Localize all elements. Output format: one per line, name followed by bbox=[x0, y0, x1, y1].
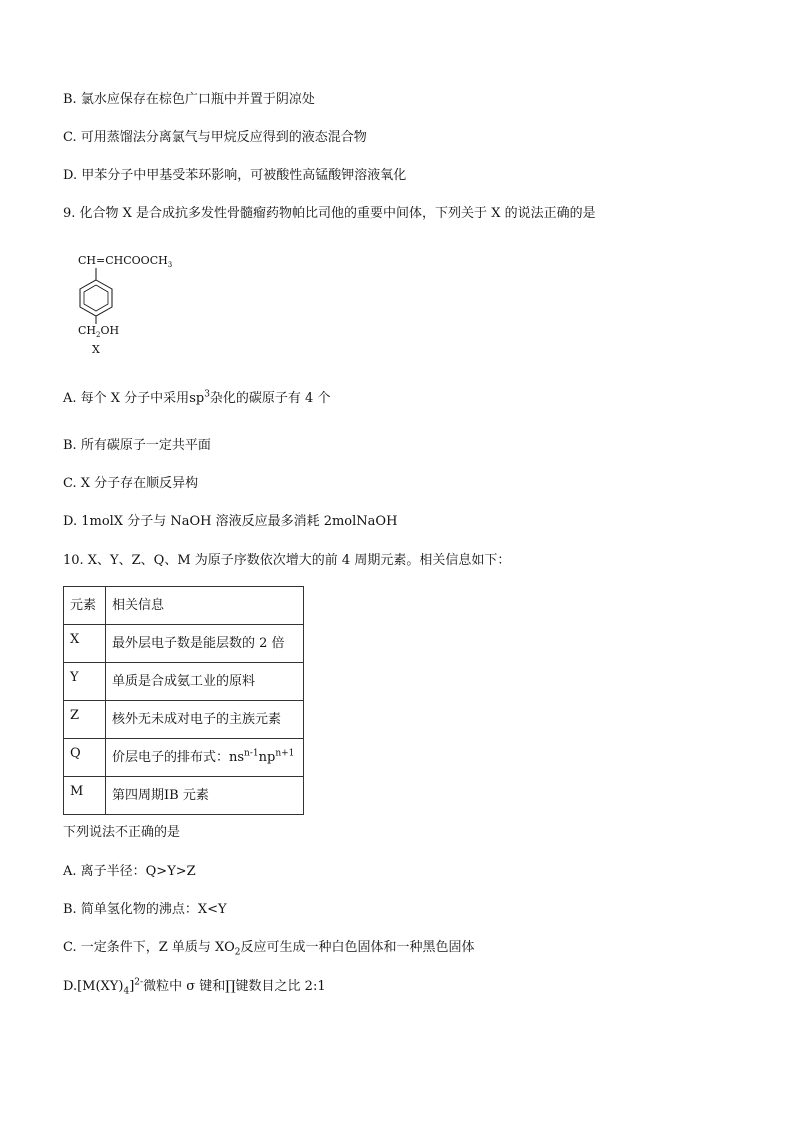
option-10d: $D.[M(XY)_4]^{2-}$微粒中 σ 键和∏键数目之比 2:1 bbox=[63, 977, 326, 997]
row-info: 最外层电子数是能层数的 2 倍 bbox=[106, 625, 304, 663]
option-9a: A. 每个 X 分子中采用$sp^3$杂化的碳原子有 4 个 bbox=[63, 389, 331, 406]
table-row bbox=[64, 777, 304, 815]
option-10b: B. 简单氢化物的沸点：X<Y bbox=[63, 902, 227, 917]
question-10-stem: 10. X、Y、Z、Q、M 为原子序数依次增大的前 4 周期元素。相关信息如下： bbox=[63, 553, 511, 568]
option-9d: D. 1molX 分子与 NaOH 溶液反应最多消耗 2molNaOH bbox=[63, 514, 398, 529]
option-10a: A. 离子半径：Q>Y>Z bbox=[63, 864, 196, 879]
option-8d: D. 甲苯分子中甲基受苯环影响，可被酸性高锰酸钾溶液氧化 bbox=[63, 168, 407, 183]
row-element: X bbox=[64, 625, 106, 663]
table-row bbox=[64, 663, 304, 701]
table-row bbox=[64, 701, 304, 739]
row-element: Z bbox=[64, 701, 106, 739]
option-10c: C. 一定条件下，Z 单质与 $XO_2$反应可生成一种白色固体和一种黑色固体 bbox=[63, 940, 475, 958]
row-info: 核外无未成对电子的主族元素 bbox=[106, 701, 304, 739]
option-9c: C. X 分子存在顺反异构 bbox=[63, 476, 199, 491]
row-element: M bbox=[64, 777, 106, 815]
structure-bottom-group: $CH_2OH$ bbox=[78, 324, 120, 339]
row-info: 单质是合成氨工业的原料 bbox=[106, 663, 304, 701]
structure-label: X bbox=[92, 343, 100, 356]
row-element: Y bbox=[64, 663, 106, 701]
table-header-row bbox=[64, 587, 304, 625]
row-info: 第四周期ⅠB 元素 bbox=[106, 777, 304, 815]
table-row bbox=[64, 739, 304, 777]
question-10-ask: 下列说法不正确的是 bbox=[63, 825, 181, 840]
compound-x-structure bbox=[62, 250, 222, 365]
header-info: 相关信息 bbox=[106, 587, 304, 625]
table-row bbox=[64, 625, 304, 663]
element-info-table bbox=[63, 586, 304, 815]
structure-top-group: $CH=CHCOOCH_3$ bbox=[78, 254, 173, 269]
row-info: 价层电子的排布式：$ns^{n-1}np^{n+1}$ bbox=[106, 739, 304, 777]
header-element: 元素 bbox=[64, 587, 106, 625]
option-8b: B. 氯水应保存在棕色广口瓶中并置于阴凉处 bbox=[63, 92, 315, 107]
question-9-stem: 9. 化合物 X 是合成抗多发性骨髓瘤药物帕比司他的重要中间体，下列关于 X 的说法正确的是 bbox=[63, 206, 596, 221]
option-9b: B. 所有碳原子一定共平面 bbox=[63, 438, 211, 453]
row-element: Q bbox=[64, 739, 106, 777]
option-8c: C. 可用蒸馏法分离氯气与甲烷反应得到的液态混合物 bbox=[63, 130, 367, 145]
